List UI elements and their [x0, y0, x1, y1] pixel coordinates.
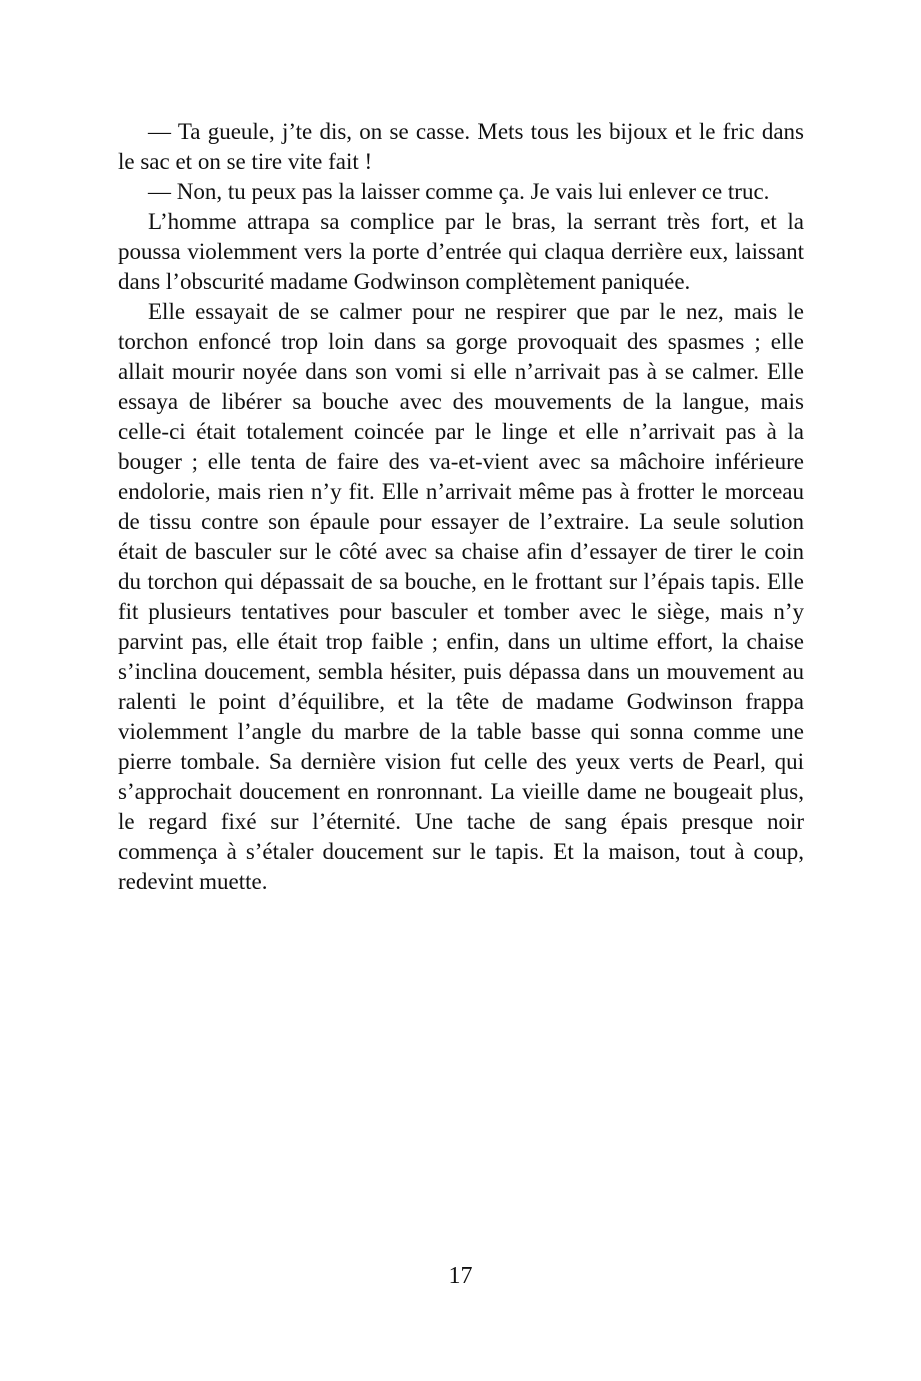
- paragraph-narration-1: L’homme attrapa sa complice par le bras, la serrant très fort, et la poussa violemment vers la porte d’entrée qui claqua derrière eux, laissant dans l’obscurité madame Godwinson complètement paniquée.: [118, 209, 804, 294]
- paragraph-dialogue-2: — Non, tu peux pas la laisser comme ça. Je vais lui enlever ce truc.: [148, 179, 770, 204]
- paragraph-dialogue-1: — Ta gueule, j’te dis, on se casse. Mets tous les bijoux et le fric dans le sac et on se tire vite fait !: [118, 119, 804, 174]
- body-text: [118, 117, 804, 897]
- page-number: 17: [448, 1263, 473, 1289]
- paragraph-narration-2: Elle essayait de se calmer pour ne respirer que par le nez, mais le torchon enfoncé trop loin dans sa gorge provoquait des spasmes ; elle allait mourir noyée dans son vomi si elle n’arrivait pas à se calmer. Elle essaya de libérer sa bouche avec des mouvements de la langue, mais celle-ci était totalement coincée par le linge et elle n’arrivait pas à la bouger ; elle tenta de faire des va-et-vient avec sa mâchoire inférieure endolorie, mais rien n’y fit. Elle n’arrivait même pas à frotter le morceau de tissu contre son épaule pour essayer de l’extraire. La seule solution était de basculer sur le côté avec sa chaise afin d’essayer de tirer le coin du torchon qui dépassait de sa bouche, en le frottant sur l’épais tapis. Elle fit plusieurs tentatives pour basculer et tomber avec le siège, mais n’y parvint pas, elle était trop faible ; enfin, dans un ultime effort, la chaise s’inclina doucement, sembla hésiter, puis dépassa dans un mouvement au ralenti le point d’équilibre, et la tête de madame Godwinson frappa violemment l’angle du marbre de la table basse qui sonna comme une pierre tombale. Sa dernière vision fut celle des yeux verts de Pearl, qui s’approchait doucement en ronronnant. La vieille dame ne bougeait plus, le regard fixé sur l’éternité. Une tache de sang épais presque noir commença à s’étaler doucement sur le tapis. Et la maison, tout à coup, redevint muette.: [118, 299, 804, 894]
